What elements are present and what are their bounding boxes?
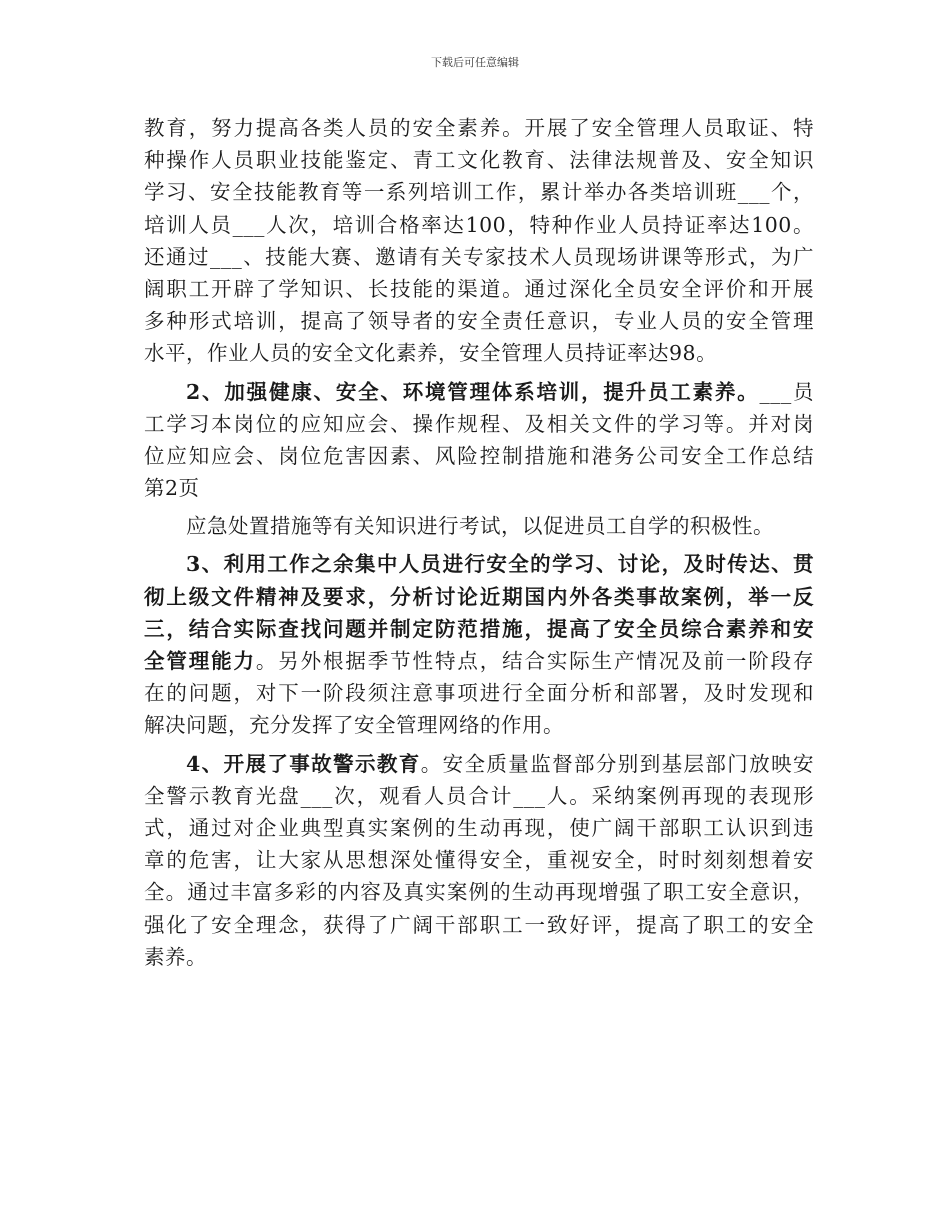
text-line: 培训人员___人次，培训合格率达100，特种作业人员持证率达100。 [144, 212, 814, 237]
paragraph-1 [144, 112, 814, 370]
section-heading: 2、加强健康、安全、环境管理体系培训，提升员工素养。 [186, 379, 760, 404]
text-run: 。另外根据季节性特点，结合实际生产情况及前一阶段存 [255, 649, 815, 673]
text-line: 全。通过丰富多彩的内容及真实案例的生动再现增强了职工安全意识， [144, 880, 814, 905]
text-line: 多种形式培训，提高了领导者的安全责任意识，专业人员的安全管理 [144, 309, 814, 334]
text-line: 素养。 [144, 944, 207, 969]
text-line: 学习、安全技能教育等一系列培训工作，累计举办各类培训班___个， [144, 180, 814, 205]
text-run: 。安全质量监督部分别到基层部门放映安 [420, 751, 815, 776]
text-line [144, 748, 814, 780]
text-line: 种操作人员职业技能鉴定、青工文化教育、法律法规普及、安全知识 [144, 148, 814, 173]
text-line: 解决问题，充分发挥了安全管理网络的作用。 [144, 713, 564, 738]
text-line: 位应知应会、岗位危害因素、风险控制措施和港务公司安全工作总结 [144, 443, 814, 468]
section-heading: 三，结合实际查找问题并制定防范措施，提高了安全员综合素养和安 [144, 616, 814, 641]
text-run: ___员 [759, 379, 814, 404]
paragraph-2 [144, 376, 814, 543]
section-heading: 彻上级文件精神及要求，分析讨论近期国内外各类事故案例，举一反 [144, 584, 814, 609]
paragraph-4 [144, 748, 814, 973]
page-marker: 第2页 [144, 476, 200, 501]
text-line [144, 645, 814, 677]
text-line: 章的危害，让大家从思想深处懂得安全，重视安全，时时刻刻想着安 [144, 848, 814, 873]
text-line: 全警示教育光盘___次，观看人员合计___人。采纳案例再现的表现形 [144, 783, 814, 808]
text-line: 水平，作业人员的安全文化素养，安全管理人员持证率达98。 [144, 341, 718, 366]
text-line: 教育，努力提高各类人员的安全素养。开展了安全管理人员取证、特 [144, 116, 814, 140]
document-body [144, 112, 814, 973]
text-line: 式，通过对企业典型真实案例的生动再现，使广阔干部职工认识到违 [144, 815, 814, 840]
text-line [144, 376, 814, 408]
text-line: 还通过___、技能大赛、邀请有关专家技术人员现场讲课等形式，为广 [144, 244, 814, 269]
text-line: 工学习本岗位的应知应会、操作规程、及相关文件的学习等。并对岗 [144, 411, 814, 436]
section-heading: 4、开展了事故警示教育 [186, 751, 421, 776]
section-heading: 3、利用工作之余集中人员进行安全的学习、讨论，及时传达、贯 [186, 552, 814, 577]
text-line: 应急处置措施等有关知识进行考试，以促进员工自学的积极性。 [186, 514, 774, 539]
text-line: 在的问题，对下一阶段须注意事项进行全面分析和部署，及时发现和 [144, 681, 814, 706]
section-heading: 全管理能力 [144, 649, 256, 673]
paragraph-3 [144, 548, 814, 741]
text-line: 阔职工开辟了学知识、长技能的渠道。通过深化全员安全评价和开展 [144, 276, 814, 301]
text-line: 强化了安全理念，获得了广阔干部职工一致好评，提高了职工的安全 [144, 912, 814, 937]
page-header: 下载后可任意编辑 [431, 56, 519, 69]
